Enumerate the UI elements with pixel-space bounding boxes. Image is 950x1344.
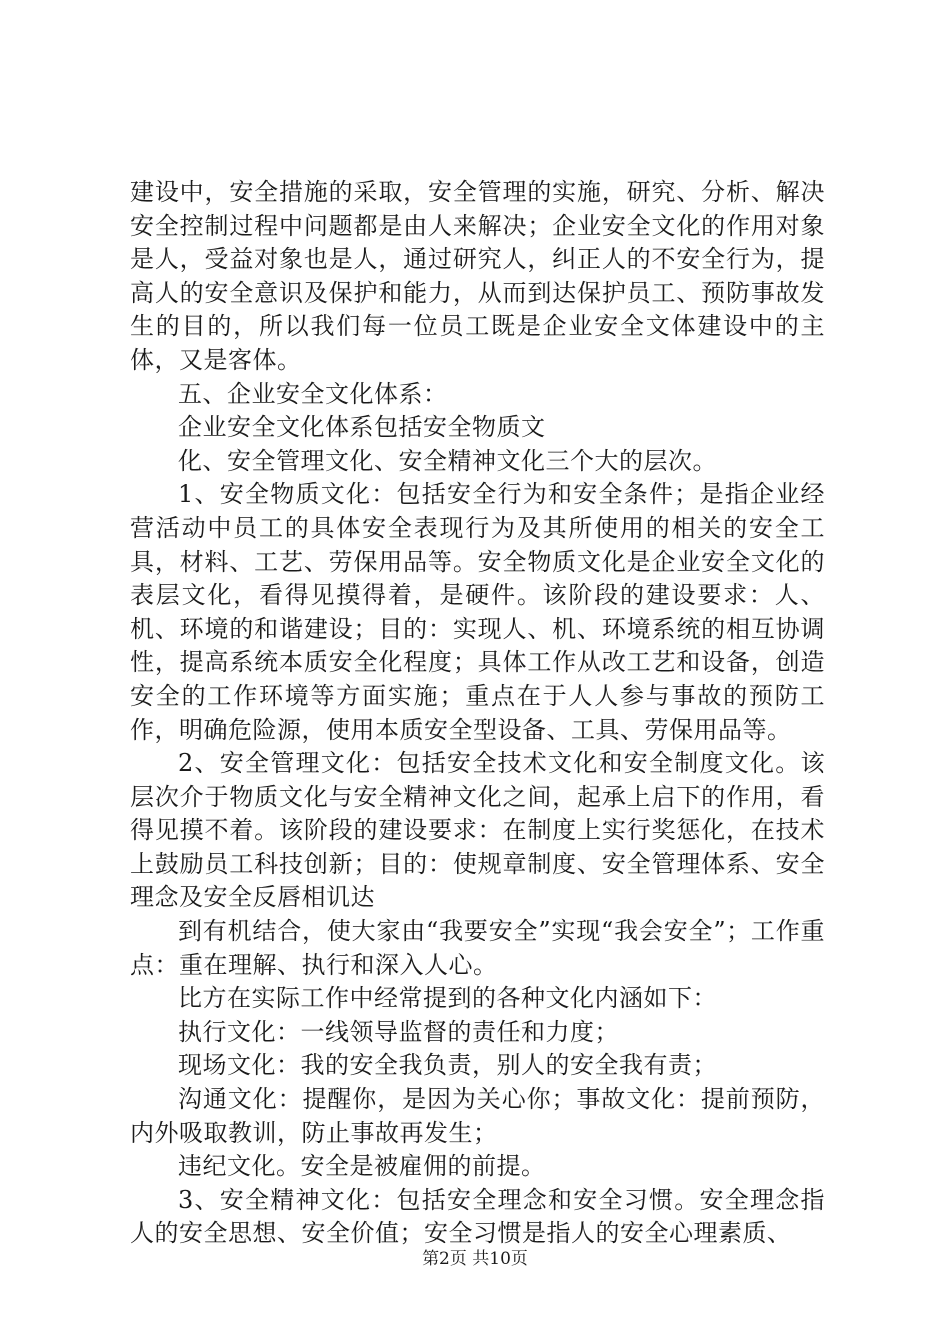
page-number-footer: 第2页 共10页 (422, 1249, 528, 1269)
paragraph-execution-culture: 执行文化：一线领导监督的责任和力度； (178, 1017, 619, 1046)
section-heading-safety-culture-system: 五、企业安全文化体系： (178, 379, 448, 408)
paragraph-spirit-culture: 3、安全精神文化：包括安全理念和安全习惯。安全理念指人的安全思想、安全价值；安全习惯是指人的安全心理素质、 (130, 1185, 825, 1248)
paragraph-management-goal: 到有机结合，使大家由“我要安全”实现“我会安全”；工作重点：重在理解、执行和深入人心。 (130, 917, 825, 979)
paragraph-communication-culture: 沟通文化：提醒你，是因为关心你；事故文化：提前预防，内外吸取教训，防止事故再发生； (130, 1085, 825, 1147)
paragraph-continuation: 建设中，安全措施的采取，安全管理的实施，研究、分析、解决安全控制过程中问题都是由人来解决；企业安全文化的作用对象是人，受益对象也是人，通过研究人，纠正人的不安全行为，提高人的安全意识及保护和能力，从而到达保护员工、预防事故发生的目的，所以我们每一位员工既是企业安全文体建设中的主体，又是客体。 (130, 178, 825, 374)
paragraph-discipline-culture: 违纪文化。安全是被雇佣的前提。 (178, 1152, 546, 1181)
paragraph-system-levels: 化、安全管理文化、安全精神文化三个大的层次。 (178, 446, 717, 475)
paragraph-system-intro: 企业安全文化体系包括安全物质文 (178, 413, 546, 442)
document-body (130, 176, 825, 1251)
paragraph-onsite-culture: 现场文化：我的安全我负责，别人的安全我有责； (178, 1051, 717, 1080)
paragraph-material-culture: 1、安全物质文化：包括安全行为和安全条件；是指企业经营活动中员工的具体安全表现行为及其所使用的相关的安全工具，材料、工艺、劳保用品等。安全物质文化是企业安全文化的表层文化，看得见摸得着，是硬件。该阶段的建设要求：人、机、环境的和谐建设；目的：实现人、机、环境系统的相互协调性，提高系统本质安全化程度；具体工作从改工艺和设备，创造安全的工作环境等方面实施；重点在于人人参与事故的预防工作，明确危险源，使用本质安全型设备、工具、劳保用品等。 (130, 480, 825, 744)
paragraph-management-culture: 2、安全管理文化：包括安全技术文化和安全制度文化。该层次介于物质文化与安全精神文化之间，起承上启下的作用，看得见摸不着。该阶段的建设要求：在制度上实行奖惩化，在技术上鼓励员工科技创新；目的：使规章制度、安全管理体系、安全理念及安全反唇相讥达 (130, 749, 825, 912)
paragraph-culture-examples-intro: 比方在实际工作中经常提到的各种文化内涵如下： (178, 984, 717, 1013)
